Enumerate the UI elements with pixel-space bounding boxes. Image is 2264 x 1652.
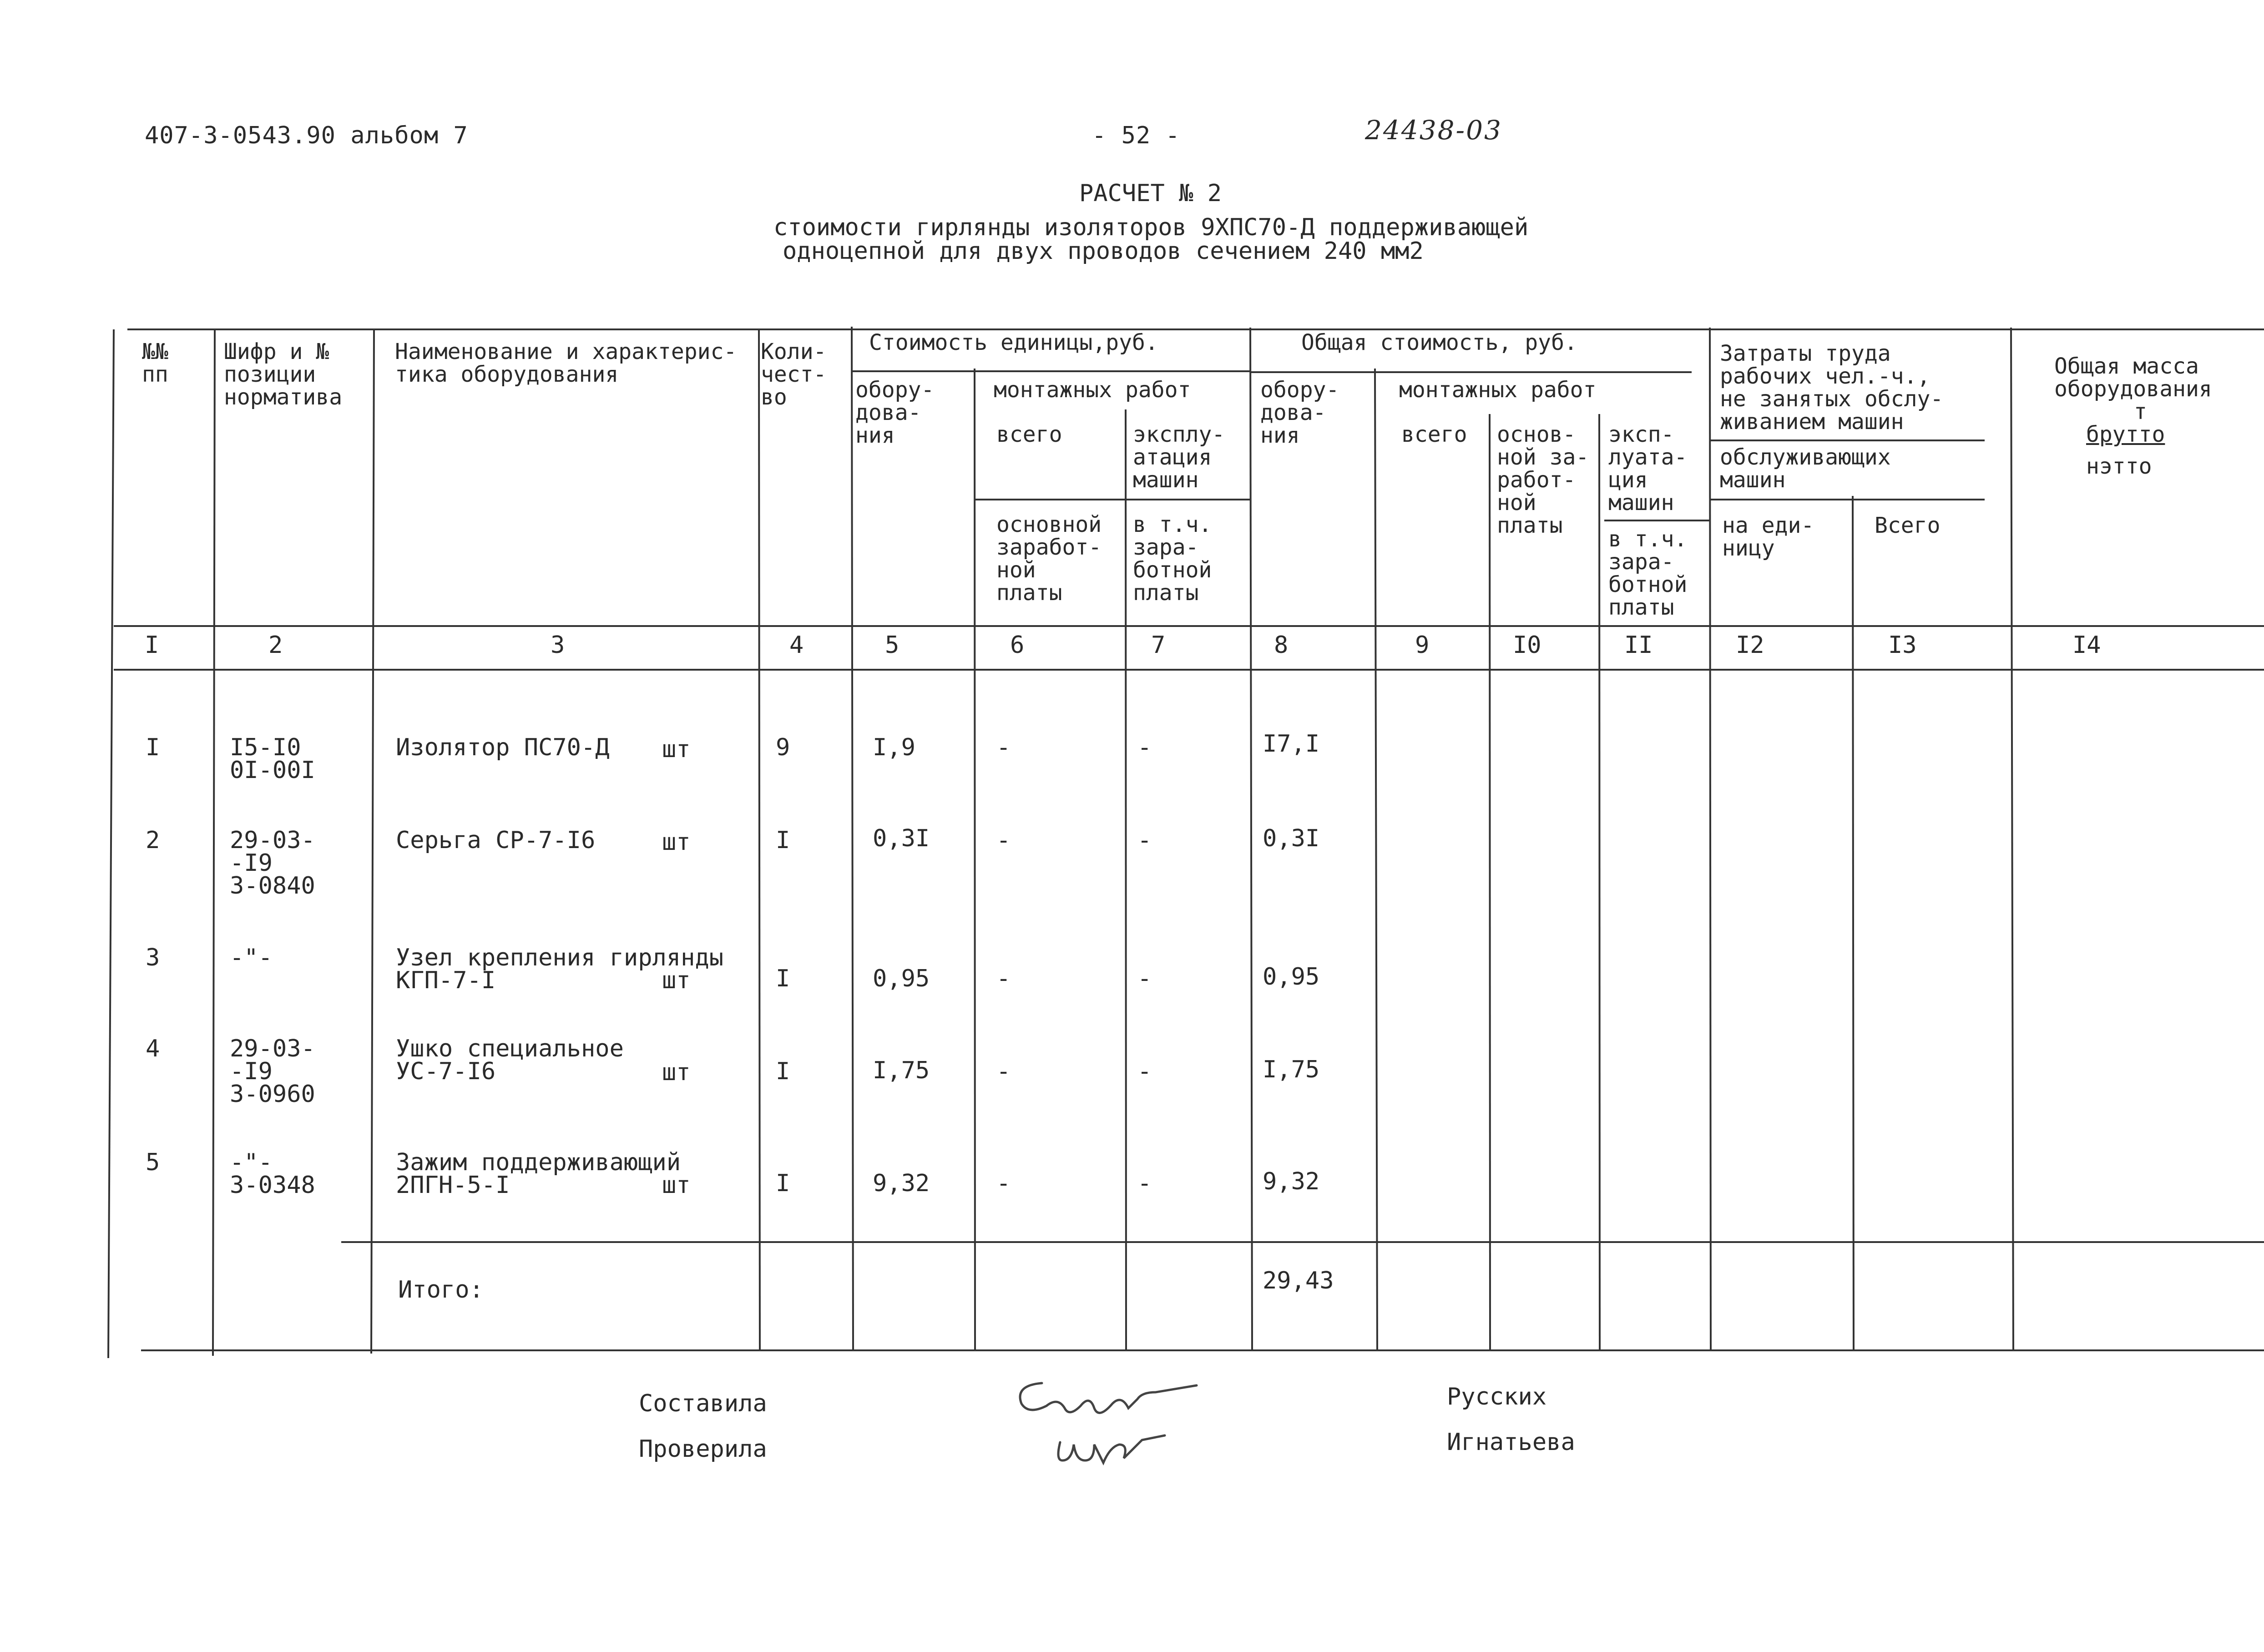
column-number: 6 (1010, 631, 1025, 659)
header-labor: Затраты труда рабочих чел.-ч., не занятых обслу- живанием машин (1720, 341, 1944, 434)
header-total-machine-wages: в т.ч. зара- ботной платы (1608, 526, 1688, 620)
table-row-total-equipment: 9,32 (1263, 1168, 1320, 1195)
table-row-number: 5 (146, 1149, 160, 1176)
header-unit-equipment: обору- дова- ния (855, 377, 935, 448)
table-row-unit: шт (662, 1172, 691, 1199)
calc-subtitle-line2: одноцепной для двух проводов сечением 240 мм2 (783, 237, 1424, 265)
header-mass: Общая масса оборудования (2054, 354, 2212, 402)
table-row-number: 3 (146, 944, 160, 971)
header-labor-total: Всего (1875, 513, 1941, 538)
total-label: Итого: (398, 1276, 484, 1303)
table-row-unit-mount: - (996, 734, 1011, 761)
table-row-unit-machines: - (1137, 827, 1152, 854)
column-number: I4 (2072, 631, 2101, 659)
checked-name: Игнатьева (1447, 1429, 1575, 1456)
table-row-unit: шт (662, 967, 691, 994)
header-unit-machine-wages: в т.ч. зара- ботной платы (1133, 512, 1212, 606)
checked-signature (1058, 1435, 1165, 1463)
header-unit-mount-wages: основной заработ- ной платы (996, 512, 1102, 606)
compiled-label: Составила (639, 1390, 767, 1417)
column-number: I (145, 631, 159, 659)
table-row-total-equipment: I7,I (1263, 730, 1320, 758)
column-number: 4 (789, 631, 804, 659)
table-row-unit-machines: - (1137, 965, 1152, 992)
header-unit-mount-total: всего (996, 422, 1062, 447)
page-number: - 52 - (1092, 122, 1180, 149)
total-equipment: 29,43 (1263, 1267, 1334, 1294)
header-name: Наименование и характерис- тика оборудования (395, 339, 737, 387)
header-unit-cost: Стоимость единицы,руб. (869, 330, 1158, 355)
table-row-name: Ушко специальное УС-7-I6 (396, 1035, 624, 1085)
table-row-code: 29-03- -I9 3-0960 (230, 1035, 315, 1108)
header-total-cost: Общая стоимость, руб. (1301, 330, 1577, 355)
column-number: 9 (1415, 631, 1430, 659)
table-row-code: I5-I0 0I-00I (230, 734, 315, 784)
column-number: 7 (1151, 631, 1166, 659)
table-row-unit-machines: - (1137, 1170, 1152, 1197)
table-row-quantity: I (776, 1058, 790, 1085)
handwritten-archive-code: 24438-03 (1365, 115, 1502, 146)
column-number: I3 (1888, 631, 1917, 659)
table-row-name: Серьга СР-7-I6 (396, 827, 596, 854)
table-row-total-equipment: 0,3I (1263, 825, 1320, 852)
calc-subtitle-line1: стоимости гирлянды изоляторов 9ХПС70-Д поддерживающей (773, 214, 1529, 241)
column-number: 5 (885, 631, 900, 659)
header-unit-mount: монтажных работ (994, 377, 1191, 403)
table-row-number: 2 (146, 827, 160, 854)
column-number: I2 (1736, 631, 1764, 659)
table-row-name: Зажим поддерживающий 2ПГН-5-I (396, 1149, 681, 1199)
header-mass-net: нэтто (2086, 454, 2152, 479)
calc-title: РАСЧЕТ № 2 (1079, 180, 1222, 207)
column-number: 8 (1274, 631, 1289, 659)
table-row-code: -"- (230, 944, 273, 971)
table-row-unit-equipment: 0,95 (873, 965, 930, 992)
header-total-equipment: обору- дова- ния (1260, 377, 1339, 448)
table-row-quantity: I (776, 827, 790, 854)
table-row-quantity: 9 (776, 734, 790, 761)
header-total-machines: эксп- луата- ция машин (1608, 422, 1688, 515)
table-row-quantity: I (776, 1170, 790, 1197)
table-row-code: -"- 3-0348 (230, 1149, 315, 1199)
header-quantity: Коли- чест- во (761, 339, 827, 410)
header-mass-gross: брутто (2086, 422, 2165, 447)
document-code: 407-3-0543.90 альбом 7 (145, 122, 468, 149)
table-row-unit-equipment: I,9 (873, 734, 915, 761)
table-row-unit-equipment: I,75 (873, 1057, 930, 1084)
checked-label: Проверила (639, 1435, 767, 1463)
table-row-unit-machines: - (1137, 1058, 1152, 1085)
table-row-unit-mount: - (996, 965, 1011, 992)
table-row-unit-equipment: 9,32 (873, 1170, 930, 1197)
column-number: 3 (551, 631, 565, 659)
table-row-unit-mount: - (996, 827, 1011, 854)
column-number: II (1624, 631, 1653, 659)
header-labor-per-unit: на еди- ницу (1722, 513, 1814, 561)
header-labor-serving: обслуживающих машин (1720, 445, 1891, 493)
table-row-unit-mount: - (996, 1058, 1011, 1085)
header-total-mount-all: всего (1401, 422, 1467, 447)
table-row-number: 4 (146, 1035, 160, 1062)
table-row-unit-equipment: 0,3I (873, 825, 930, 852)
table-row-unit: шт (662, 1059, 691, 1086)
table-row-number: I (146, 734, 160, 761)
table-row-name: Узел крепления гирлянды КГП-7-I (396, 944, 724, 994)
table-row-unit-mount: - (996, 1170, 1011, 1197)
column-number: I0 (1513, 631, 1541, 659)
header-row-number: №№ пп (142, 339, 168, 387)
table-row-total-equipment: 0,95 (1263, 963, 1320, 990)
table-row-quantity: I (776, 965, 790, 992)
compiled-signature (1020, 1383, 1197, 1413)
header-unit-mount-machines: эксплу- атация машин (1133, 422, 1225, 493)
header-total-mount: монтажных работ (1399, 377, 1597, 403)
table-row-unit: шт (662, 736, 691, 763)
column-number: 2 (268, 631, 283, 659)
table-row-code: 29-03- -I9 3-0840 (230, 827, 315, 899)
table-row-name: Изолятор ПС70-Д (396, 734, 610, 761)
table-row-unit: шт (662, 829, 691, 856)
header-total-mount-wages: основ- ной за- работ- ной платы (1497, 422, 1589, 538)
header-mass-unit: т (2134, 399, 2147, 424)
header-code: Шифр и № позиции норматива (224, 339, 343, 410)
table-row-total-equipment: I,75 (1263, 1056, 1320, 1083)
compiled-name: Русских (1447, 1383, 1547, 1410)
table-row-unit-machines: - (1137, 734, 1152, 761)
